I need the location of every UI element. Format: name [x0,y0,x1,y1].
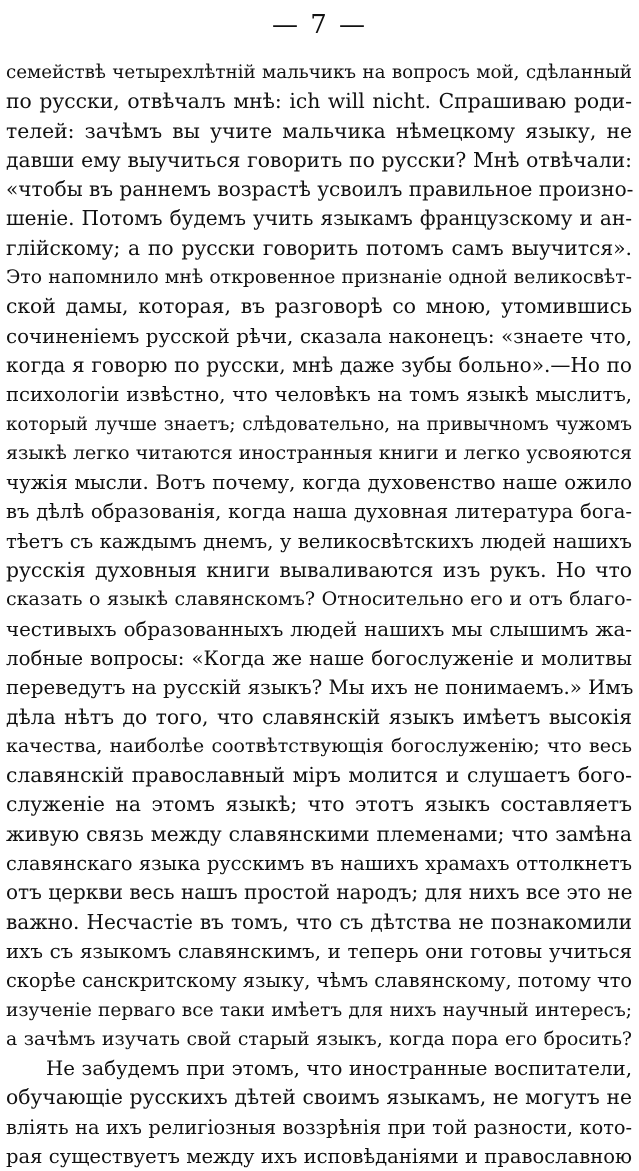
text-line: психологіи извѣстно, что человѣкъ на томъ языкѣ мыслитъ, [6,383,632,407]
text-line: лобные вопросы: «Когда же наше богослуженіе и молитвы [6,646,632,670]
text-line: «чтобы въ раннемъ возрастѣ усвоилъ правильное произно- [6,177,634,202]
text-line: глійскому; а по русски говорить потомъ самъ выучится». [6,235,632,260]
text-line: тѣетъ съ каждымъ днемъ, у великосвѣтскихъ людей нашихъ [6,529,632,553]
text-line: изученіе перваго все таки имѣетъ для нихъ научный интересъ; [6,999,632,1021]
text-line: переведутъ на русскій языкъ? Мы ихъ не понимаемъ.» Имъ [6,676,634,700]
text-line: семействѣ четырехлѣтній мальчикъ на вопросъ мой, сдѣланный [6,62,632,83]
text-line: телей: зачѣмъ вы учите мальчика нѣмецкому языку, не [6,118,632,143]
text-line: живую связь между славянскими племенами; что замѣна [6,821,632,846]
text-line: а зачѣмъ изучать свой старый языкъ, когда пора его бросить? [6,1028,632,1050]
text-line: славянскаго языка русскимъ въ нашихъ храмахъ оттолкнетъ [6,852,632,876]
text-line: качества, наиболѣе соотвѣтствующія богослуженію; что весь [6,734,632,757]
text-line: скорѣе санскритскому языку, чѣмъ славянскому, потому что [6,969,632,993]
text-line: важно. Несчастіе въ томъ, что съ дѣтства не познакомили [6,909,632,934]
text-line: честивыхъ образованныхъ людей нашихъ мы слышимъ жа- [6,617,632,641]
text-line: дѣла нѣтъ до того, что славянскій языкъ имѣетъ высокія [6,704,632,729]
text-line: Это напомнило мнѣ откровенное признаніе одной великосвѣт- [6,267,632,289]
text-line: ской дамы, которая, въ разговорѣ со мною, утомившись [6,294,632,319]
text-line: давши ему выучиться говорить по русски? Мнѣ отвѣчали: [6,147,632,172]
text-line: славянскій православный міръ молится и слушаетъ бого- [6,763,632,788]
text-line: рая существуетъ между ихъ исповѣданіями и православною [6,1144,632,1168]
text-line: сказать о языкѣ славянскомъ? Относительно его и отъ благо- [6,588,632,611]
text-line: служеніе на этомъ языкѣ; что этотъ языкъ составляетъ [6,792,632,817]
text-line: чужія мысли. Вотъ почему, когда духовенство наше ожило [6,471,632,495]
text-line: который лучше знаетъ; слѣдовательно, на привычномъ чужомъ [6,413,632,435]
text-line: русскія духовныя книги вываливаются изъ рукъ. Но что [6,558,632,583]
paragraph-start-line: Не забудемъ при этомъ, что иностранные воспитатели, [46,1057,632,1081]
text-line: вліять на ихъ религіозныя воззрѣнія при той разности, кото- [6,1115,632,1139]
text-line: въ дѣлѣ образованія, когда наша духовная литература бога- [6,500,632,524]
text-line: шеніе. Потомъ будемъ учить языкамъ французскому и ан- [6,206,632,231]
text-line: сочиненіемъ русской рѣчи, сказала наконецъ: «знаете что, [6,324,632,348]
body-text [6,58,632,1171]
text-line: ихъ съ языкомъ славянскимъ, и теперь они готовы учиться [6,939,632,963]
page-number: — 7 — [271,10,368,40]
text-line: по русски, отвѣчалъ мнѣ: ich will nicht. Спрашиваю роди- [6,89,632,114]
text-line: обучающіе русскихъ дѣтей своимъ языкамъ, не могутъ не [6,1085,632,1110]
text-line: языкѣ легко читаются иностранныя книги и легко усвояются [6,441,632,464]
text-line: отъ церкви весь нашъ простой народъ; для нихъ все это не [6,880,633,905]
text-line: когда я говорю по русски, мнѣ даже зубы больно».—Но по [6,352,632,377]
